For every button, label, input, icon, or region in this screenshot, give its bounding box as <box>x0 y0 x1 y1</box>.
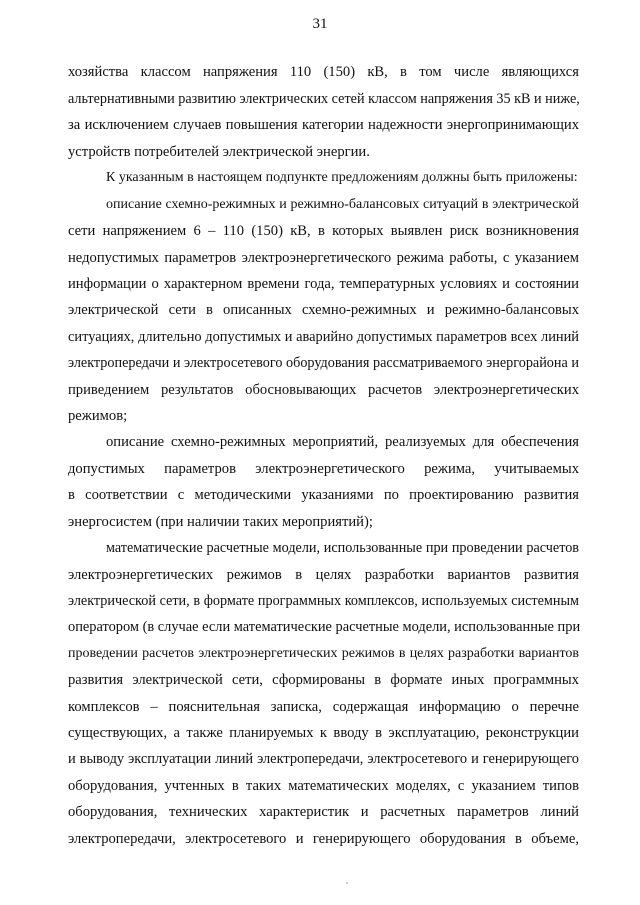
text-line: устройств потребителей электрической энергии. <box>68 144 370 160</box>
text-line: энергосистем (при наличии таких мероприятий); <box>68 514 373 530</box>
text-line: описание схемно-режимных мероприятий, реализуемых для обеспечения <box>106 434 579 450</box>
text-line: развития электрической сети, сформированы в формате иных программных <box>68 672 579 688</box>
text-line: электропередачи и электросетевого оборудования рассматриваемого энергорайона и <box>68 355 579 371</box>
text-line: ситуациях, длительно допустимых и аварийно допустимых параметров всех линий <box>68 329 579 345</box>
text-line: допустимых параметров электроэнергетического режима, учитываемых <box>68 461 579 477</box>
text-line: существующих, а также планируемых к вводу в эксплуатацию, реконструкции <box>68 725 579 741</box>
text-line: сети напряжением 6 – 110 (150) кВ, в которых выявлен риск возникновения <box>68 223 579 239</box>
text-line: режимов; <box>68 408 128 424</box>
text-line: оборудования, технических характеристик и расчетных параметров линий <box>68 804 579 820</box>
text-line: альтернативными развитию электрических сетей классом напряжения 35 кВ и ниже, <box>68 91 580 107</box>
text-line: приведением результатов обосновывающих расчетов электроэнергетических <box>68 382 579 398</box>
text-line: электрической сети в описанных схемно-режимных и режимно-балансовых <box>68 302 579 318</box>
text-line: информации о характерном времени года, температурных условиях и состоянии <box>68 276 579 292</box>
text-line: К указанным в настоящем подпункте предложениям должны быть приложены: <box>106 170 578 185</box>
text-line: электропередачи, электросетевого и генерирующего оборудования в объеме, <box>68 831 579 847</box>
text-line: за исключением случаев повышения категории надежности энергопринимающих <box>68 117 579 133</box>
text-line: оператором (в случае если математические расчетные модели, использованные при <box>68 619 581 635</box>
text-line: электроэнергетических режимов в целях разработки вариантов развития <box>68 567 579 583</box>
text-line: описание схемно-режимных и режимно-балансовых ситуаций в электрической <box>106 197 579 212</box>
text-line: и выводу эксплуатации линий электропередачи, электросетевого и генерирующего <box>68 751 579 767</box>
text-line: математические расчетные модели, использованные при проведении расчетов <box>106 540 579 556</box>
page-number: 31 <box>312 16 328 32</box>
text-line: хозяйства классом напряжения 110 (150) кВ, в том числе являющихся <box>68 64 579 80</box>
text-line: в соответствии с методическими указаниями по проектированию развития <box>68 487 579 503</box>
text-line: электрической сети, в формате программных комплексов, используемых системным <box>68 593 579 609</box>
text-line: оборудования, учтенных в таких математических моделях, с указанием типов <box>68 778 579 794</box>
text-line: комплексов – пояснительная записка, содержащая информацию о перечне <box>68 699 579 715</box>
text-line: недопустимых параметров электроэнергетического режима работы, с указанием <box>68 250 579 266</box>
text-line: проведении расчетов электроэнергетических режимов в целях разработки вариантов <box>68 646 579 661</box>
scan-speck <box>346 882 348 884</box>
